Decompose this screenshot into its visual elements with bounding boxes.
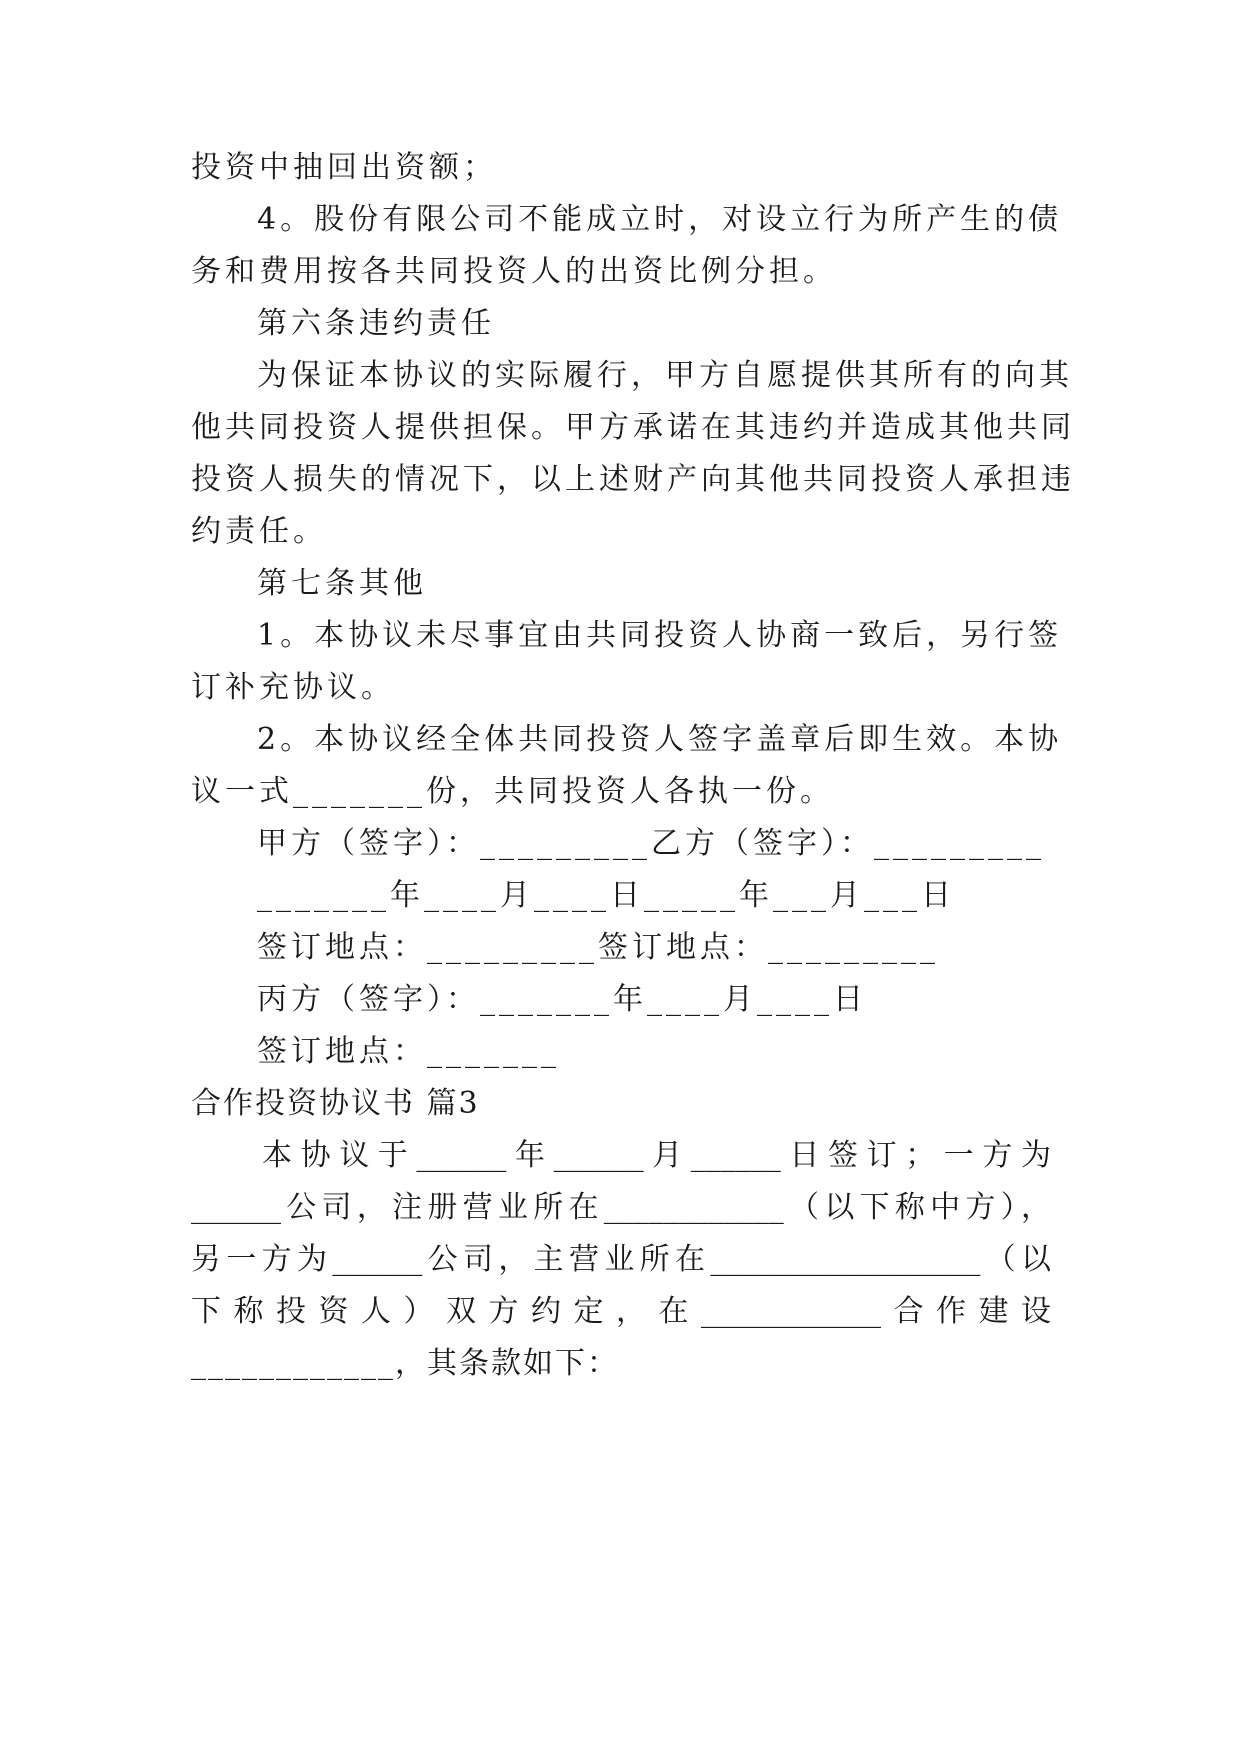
signing-place-line: 签订地点：_________签订地点：_________ (257, 930, 939, 965)
signature-line: 丙方（签字）：_______年____月____日 (257, 982, 867, 1017)
date-line: _______年____月____日_____年___月___日 (257, 878, 955, 913)
text-line: ____________，其条款如下： (191, 1346, 619, 1381)
signature-line: 甲方（签字）：_________乙方（签字）：_________ (257, 826, 1045, 861)
section-heading: 第七条其他 (257, 566, 427, 601)
text-line: 1。本协议未尽事宜由共同投资人协商一致后，另行签 (257, 618, 1063, 653)
text-line: 下称投资人）双方约定，在____________合作建设 (191, 1294, 1051, 1329)
text-line: ______公司，注册营业所在____________（以下称中方）， (191, 1190, 1051, 1225)
text-line: 本协议于______年______月______日签订；一方为 (262, 1138, 1051, 1173)
section-heading: 第六条违约责任 (257, 306, 495, 341)
text-line: 另一方为______公司，主营业所在__________________（以 (191, 1242, 1051, 1277)
text-line: 投资人损失的情况下，以上述财产向其他共同投资人承担违 (191, 462, 1075, 497)
text-line: 务和费用按各共同投资人的出资比例分担。 (191, 254, 837, 289)
text-line: 议一式_______份，共同投资人各执一份。 (191, 774, 834, 809)
signing-place-line: 签订地点：_______ (257, 1034, 560, 1069)
text-line: 4。股份有限公司不能成立时，对设立行为所产生的债 (257, 202, 1063, 237)
text-line: 他共同投资人提供担保。甲方承诺在其违约并造成其他共同 (191, 410, 1075, 445)
text-line: 订补充协议。 (191, 670, 395, 705)
text-line: 为保证本协议的实际履行，甲方自愿提供其所有的向其 (257, 358, 1073, 393)
text-line: 2。本协议经全体共同投资人签字盖章后即生效。本协 (257, 722, 1063, 757)
text-line: 约责任。 (191, 514, 327, 549)
text-line: 投资中抽回出资额； (191, 150, 497, 185)
document-title: 合作投资协议书 篇3 (191, 1086, 480, 1121)
